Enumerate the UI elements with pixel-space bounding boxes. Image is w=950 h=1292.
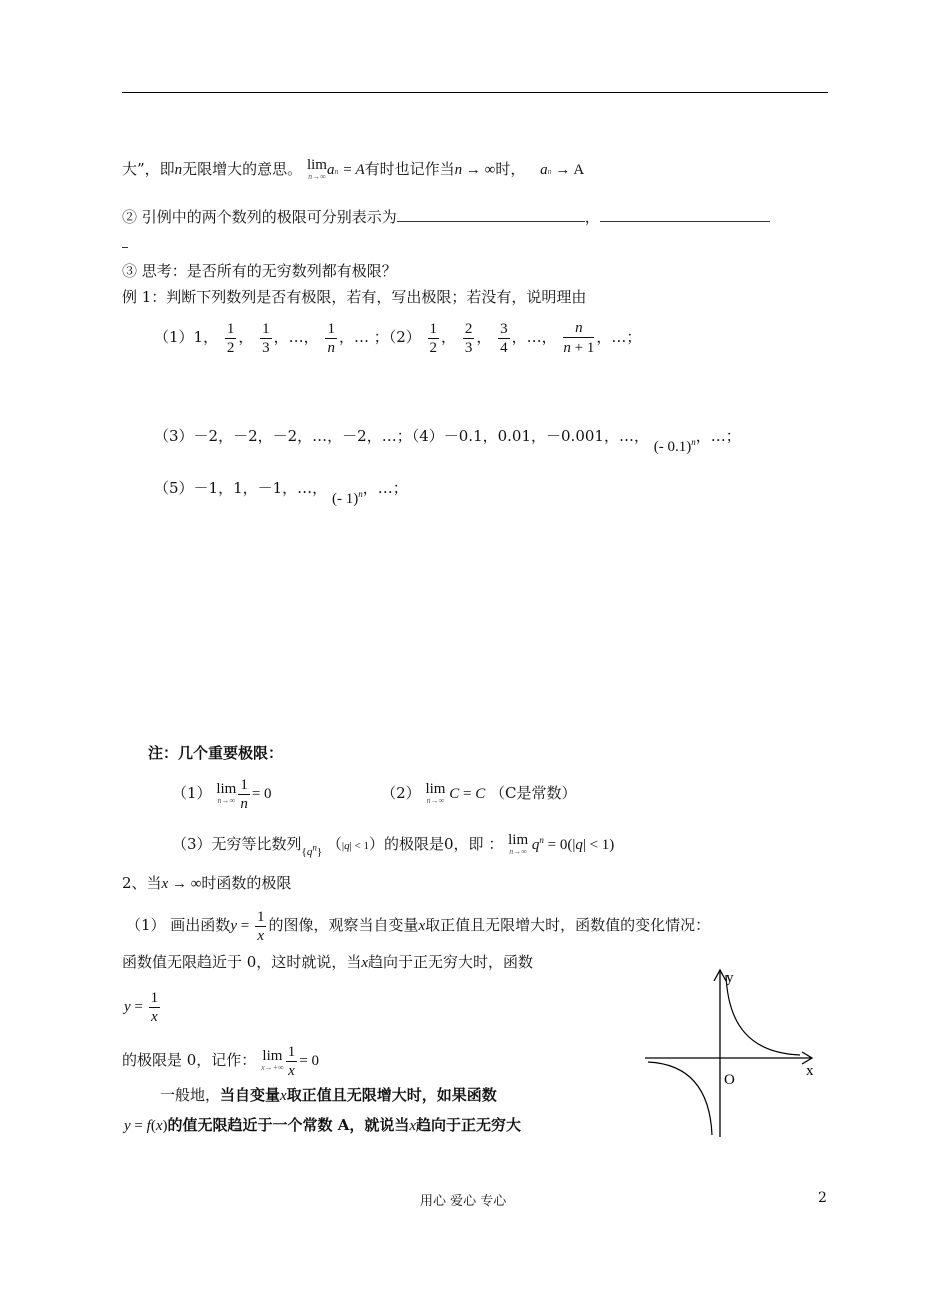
notes-title: 注：几个重要极限： — [148, 744, 284, 762]
limit-expr: lim n→∞ — [306, 157, 327, 181]
section-2-p1: （1） 画出函数y = $\frac{1}{x}$ 的图像，观察当自变量x取正值且无限增大时，函数值的变化情况： — [126, 908, 711, 944]
example-1-title: 例 1：判断下列数列是否有极限，若有，写出极限；若没有，说明理由 — [122, 288, 587, 306]
hyperbola-graph — [640, 965, 830, 1140]
note-3: （3）无穷等比数列$_{\{q^n\}}$ （|q| < 1）的极限是0，即 ： lim n→∞ $q^n = 0(|q| < 1)$ — [172, 832, 615, 858]
header-rule — [122, 92, 828, 93]
section-2-p5: y = f(x)的值无限趋近于一个常数 A，就说当x趋向于正无穷大 — [124, 1116, 522, 1134]
sequence-1-2: （1）1， $\frac{1}{2}$ ， $\frac{1}{3}$ ，…， $\frac{1}{n}$ ，… ；（2） $\frac{1}{2}$ ， $\frac{2}{3}$ ， $\frac{3}{4}$ ，…， $\frac{n}{n + 1}$ ，…； — [154, 320, 642, 356]
sequence-3-4: （3）－2，－2，－2，…，－2，…；（4）－0.1，0.01，－0.001，…， (- 0.1)$^n$，…； — [154, 427, 741, 455]
item-3: ③ 思考：是否所有的无穷数列都有极限？ — [122, 262, 397, 280]
page-footer: 用心 爱心 专心 — [420, 1194, 507, 1209]
section-2-p3: 的极限是 0，记作： lim x→+∞ $\frac{1}{x}$ = 0 — [122, 1043, 319, 1079]
note-1-2: （1） lim n→∞ $\frac{1}{n}$ = 0 （2） lim n→∞ C = C （C是常数） — [172, 776, 577, 812]
origin-label: O — [724, 1072, 735, 1088]
curve-branch-positive — [726, 975, 800, 1055]
page-number: 2 — [818, 1190, 827, 1206]
item-2: ② 引例中的两个数列的极限可分别表示为 ， — [122, 207, 770, 227]
sequence-5: （5）－1，1，－1，…， (- 1)$^n$，…； — [154, 479, 408, 507]
section-2-p2: 函数值无限趋近于 0，这时就说，当x趋向于正无穷大时，函数 — [122, 953, 534, 971]
x-axis-label: x — [806, 1063, 814, 1079]
section-2-title: 2、当x → ∞时函数的极限 — [122, 874, 292, 892]
intro-line: 大”，即n无限增大的意思。 lim n→∞ an = A有时也记作当n → ∞时， an → A — [122, 157, 585, 181]
curve-branch-negative — [648, 1062, 712, 1135]
y-axis-label: y — [726, 970, 734, 986]
function-expr: y = $\frac{1}{x}$ — [124, 989, 159, 1025]
section-2-p4: 一般地，当自变量x取正值且无限增大时，如果函数 — [160, 1086, 497, 1104]
